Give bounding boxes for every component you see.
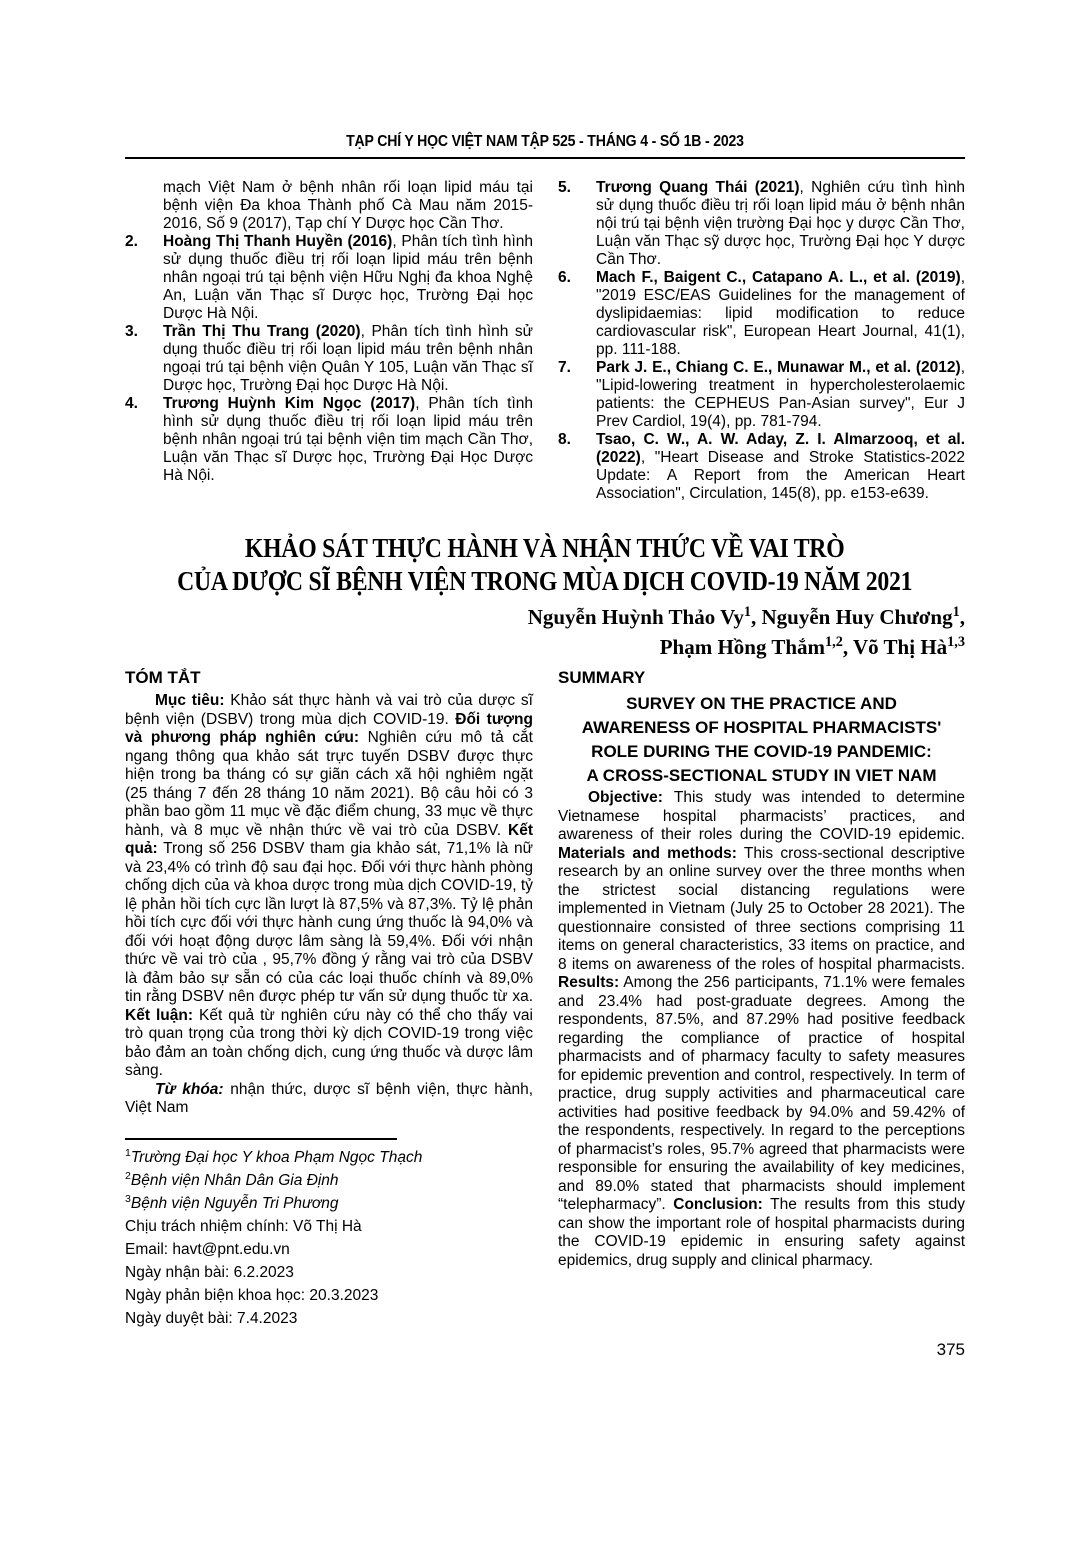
authors-line1: Nguyễn Huỳnh Thảo Vy$^1$, Nguyễn Huy Chương$^1$,: [527, 604, 965, 629]
footnote-corresponding-author: Chịu trách nhiệm chính: Võ Thị Hà: [125, 1218, 362, 1235]
reference-number: 2.: [125, 233, 138, 250]
reference-item-6: [558, 269, 965, 359]
reference-number: 7.: [558, 359, 571, 376]
article-authors: [125, 602, 965, 662]
reference-item-2: [125, 233, 533, 323]
footnote-email: Email: havt@pnt.edu.vn: [125, 1241, 290, 1258]
reference-number: 6.: [558, 269, 571, 286]
tomtat-paragraph: Mục tiêu: Khảo sát thực hành và vai trò của dược sĩ bệnh viện (DSBV) trong mùa dịch COVID-19. Đối tượng và phương pháp nghiên cứu: Nghiên cứu mô tả cắt ngang thông qua khảo sát trực tuyến DSBV được thực hiện trong ba tháng có sự giãn cách xã hội nghiêm ngặt (25 tháng 7 đến 28 tháng 10 năm 2021). Bộ câu hỏi có 3 phần bao gồm 11 mục về đặc điểm chung, 33 mục về thực hành, và 8 mục về nhận thức về vai trò của DSBV. Kết quả: Trong số 256 DSBV tham gia khảo sát, 71,1% là nữ và 23,4% có trình độ sau đại học. Đối với thực hành phòng chống dịch của và khoa dược trong mùa dịch COVID-19, tỷ lệ phản hồi tích cực lần lượt là 87,5% và 87,3%. Tỷ lệ phản hồi tích cực đối với thực hành cung ứng thuốc là 94,0% và đối với hoạt động dược lâm sàng là 59,4%. Đối với nhận thức về vai trò của , 95,7% đồng ý rằng vai trò của DSBV là đảm bảo sự sẵn có của các loại thuốc chính và 89,0% tin rằng DSBV nên được phép tư vấn sử dụng thuốc từ xa. Kết luận: Kết quả từ nghiên cứu này có thể cho thấy vai trò quan trọng của trong thời kỳ dịch COVID-19 trong việc bảo đảm an toàn chống dịch, cung ứng thuốc và dược lâm sàng.: [125, 692, 534, 1079]
reference-text: Hoàng Thị Thanh Huyền (2016), Phân tích tình hình sử dụng thuốc điều trị rối loạn lipid máu trên bệnh nhân ngoại trú tại bệnh viện Hữu Nghị đa khoa Nghệ An, Luận văn Thạc sĩ Dược học, Trường Đại học Dược Hà Nội.: [163, 233, 533, 322]
journal-running-head-text: TẠP CHÍ Y HỌC VIỆT NAM TẬP 525 - THÁNG 4 - SỐ 1B - 2023: [346, 133, 744, 150]
footnote-received-date: Ngày nhận bài: 6.2.2023: [125, 1264, 294, 1281]
reference-text: Mach F., Baigent C., Catapano A. L., et al. (2019), "2019 ESC/EAS Guidelines for the management of dyslipidaemias: lipid modification to reduce cardiovascular risk", European Heart Journal, 41(1), pp. 111-188.: [596, 269, 965, 358]
reference-number: 3.: [125, 323, 138, 340]
authors-line2: Phạm Hồng Thắm$^{1,2}$, Võ Thị Hà$^{1,3}$: [659, 634, 965, 659]
tomtat-heading: TÓM TẮT: [125, 668, 201, 687]
reference-number: 4.: [125, 395, 138, 412]
footnote-affiliation-2: $^2$Bệnh viện Nhân Dân Gia Định: [125, 1169, 339, 1189]
footnote-affiliation-3: $^3$Bệnh viện Nguyễn Tri Phương: [125, 1192, 339, 1212]
reference-text: Park J. E., Chiang C. E., Munawar M., et al. (2012), "Lipid-lowering treatment in hypercholesterolaemic patients: the CEPHEUS Pan-Asian survey", Eur J Prev Cardiol, 19(4), pp. 781-794.: [596, 359, 965, 430]
reference-item-7: [558, 359, 965, 431]
reference-item-5: [558, 179, 965, 269]
summary-heading: SUMMARY: [558, 668, 646, 687]
reference-text: mạch Việt Nam ở bệnh nhân rối loạn lipid máu tại bệnh viện Đa khoa Thành phố Cà Mau năm 2015-2016, Số 9 (2017), Tạp chí Y Dược học Cần Thơ.: [163, 179, 533, 232]
footnote-review-date: Ngày phản biện khoa học: 20.3.2023: [125, 1287, 379, 1304]
keywords-paragraph: Từ khóa: nhận thức, dược sĩ bệnh viện, thực hành, Việt Nam: [125, 1080, 533, 1116]
footnote-accepted-date: Ngày duyệt bài: 7.4.2023: [125, 1310, 298, 1327]
references-section: [125, 179, 965, 503]
header-divider: [125, 157, 965, 159]
summary-title-line1: SURVEY ON THE PRACTICE AND: [626, 694, 897, 713]
references-column-right: [558, 179, 965, 503]
summary-english-title: [558, 692, 965, 788]
footnotes-block: [125, 1138, 533, 1330]
reference-text: Trần Thị Thu Trang (2020), Phân tích tình hình sử dụng thuốc điều trị rối loạn lipid máu trên bệnh nhân ngoại trú tại bệnh viện Quân Y 105, Luận văn Thạc sĩ Dược học, Trường Đại học Dược Hà Nội.: [163, 323, 533, 394]
article-title-line2: CỦA DƯỢC SĨ BỆNH VIỆN TRONG MÙA DỊCH COVID-19 NĂM 2021: [177, 566, 913, 596]
footnote-divider: [125, 1138, 397, 1140]
reference-text: Trương Quang Thái (2021), Nghiên cứu tình hình sử dụng thuốc điều trị rối loạn lipid máu ở bệnh nhân nội trú tại bệnh viện trường Đại học y dược Cần Thơ, Luận văn Thạc sỹ dược học, Trường Đại học Y dược Cần Thơ.: [596, 179, 965, 268]
summary-title-line2: AWARENESS OF HOSPITAL PHARMACISTS': [581, 718, 942, 737]
abstract-column-en: [558, 668, 965, 1270]
article-title-line1: KHẢO SÁT THỰC HÀNH VÀ NHẬN THỨC VỀ VAI TRÒ: [245, 533, 845, 563]
reference-number: 8.: [558, 431, 571, 448]
reference-item-8: [558, 431, 965, 503]
reference-item-3: [125, 323, 533, 395]
summary-title-line3: ROLE DURING THE COVID-19 PANDEMIC:: [591, 742, 932, 761]
journal-running-head: [125, 133, 965, 151]
page-number: 375: [936, 1340, 965, 1359]
reference-text: Tsao, C. W., A. W. Aday, Z. I. Almarzooq, et al. (2022), "Heart Disease and Stroke Statistics-2022 Update: A Report from the American Heart Association", Circulation, 145(8), pp. e153-e639.: [596, 431, 965, 502]
reference-item-4: [125, 395, 533, 485]
article-title: [0, 532, 1090, 598]
reference-number: 5.: [558, 179, 571, 196]
reference-item-1-continuation: [125, 179, 533, 233]
reference-text: Trương Huỳnh Kim Ngọc (2017), Phân tích tình hình sử dụng thuốc điều trị rối loạn lipid máu trên bệnh nhân ngoại trú tại bệnh viện tim mạch Cần Thơ, Luận văn Thạc sĩ Dược học, Trường Đại Học Dược Hà Nội.: [163, 395, 534, 484]
references-column-left: [125, 179, 533, 503]
footnote-affiliation-1: $^1$Trường Đại học Y khoa Phạm Ngọc Thạch: [125, 1146, 423, 1166]
summary-paragraph: Objective: This study was intended to determine Vietnamese hospital pharmacists’ practices, and awareness of their roles during the COVID-19 epidemic. Materials and methods: This cross-sectional descriptive research by an online survey over the three months when the strictest social distancing regulations were implemented in Vietnam (July 25 to October 28 2021). The questionnaire consisted of three sections comprising 11 items on general characteristics, 33 items on practice, and 8 items on awareness of the roles of hospital pharmacists. Results: Among the 256 participants, 71.1% were females and 23.4% had post-graduate degrees. Among the respondents, 87.5%, and 87.29% had positive feedback regarding the compliance of practice of hospital pharmacists and of pharmacy faculty to safety measures for epidemic prevention and control, respectively. In term of practice, drug supply activities and pharmaceutical care activities had positive feedback by 94.0% and 59.42% of the respondents, respectively. In regard to the perceptions of pharmacist’s roles, 95.7% agreed that pharmacists were responsible for ensuring the availability of key medicines, and 89.0% stated that pharmacists should implement “telepharmacy”. Conclusion: The results from this study can show the important role of hospital pharmacists during the COVID-19 epidemic in ensuring safety against epidemics, drug supply and clinical pharmacy.: [558, 789, 966, 1269]
summary-title-line4: A CROSS-SECTIONAL STUDY IN VIET NAM: [586, 766, 937, 785]
